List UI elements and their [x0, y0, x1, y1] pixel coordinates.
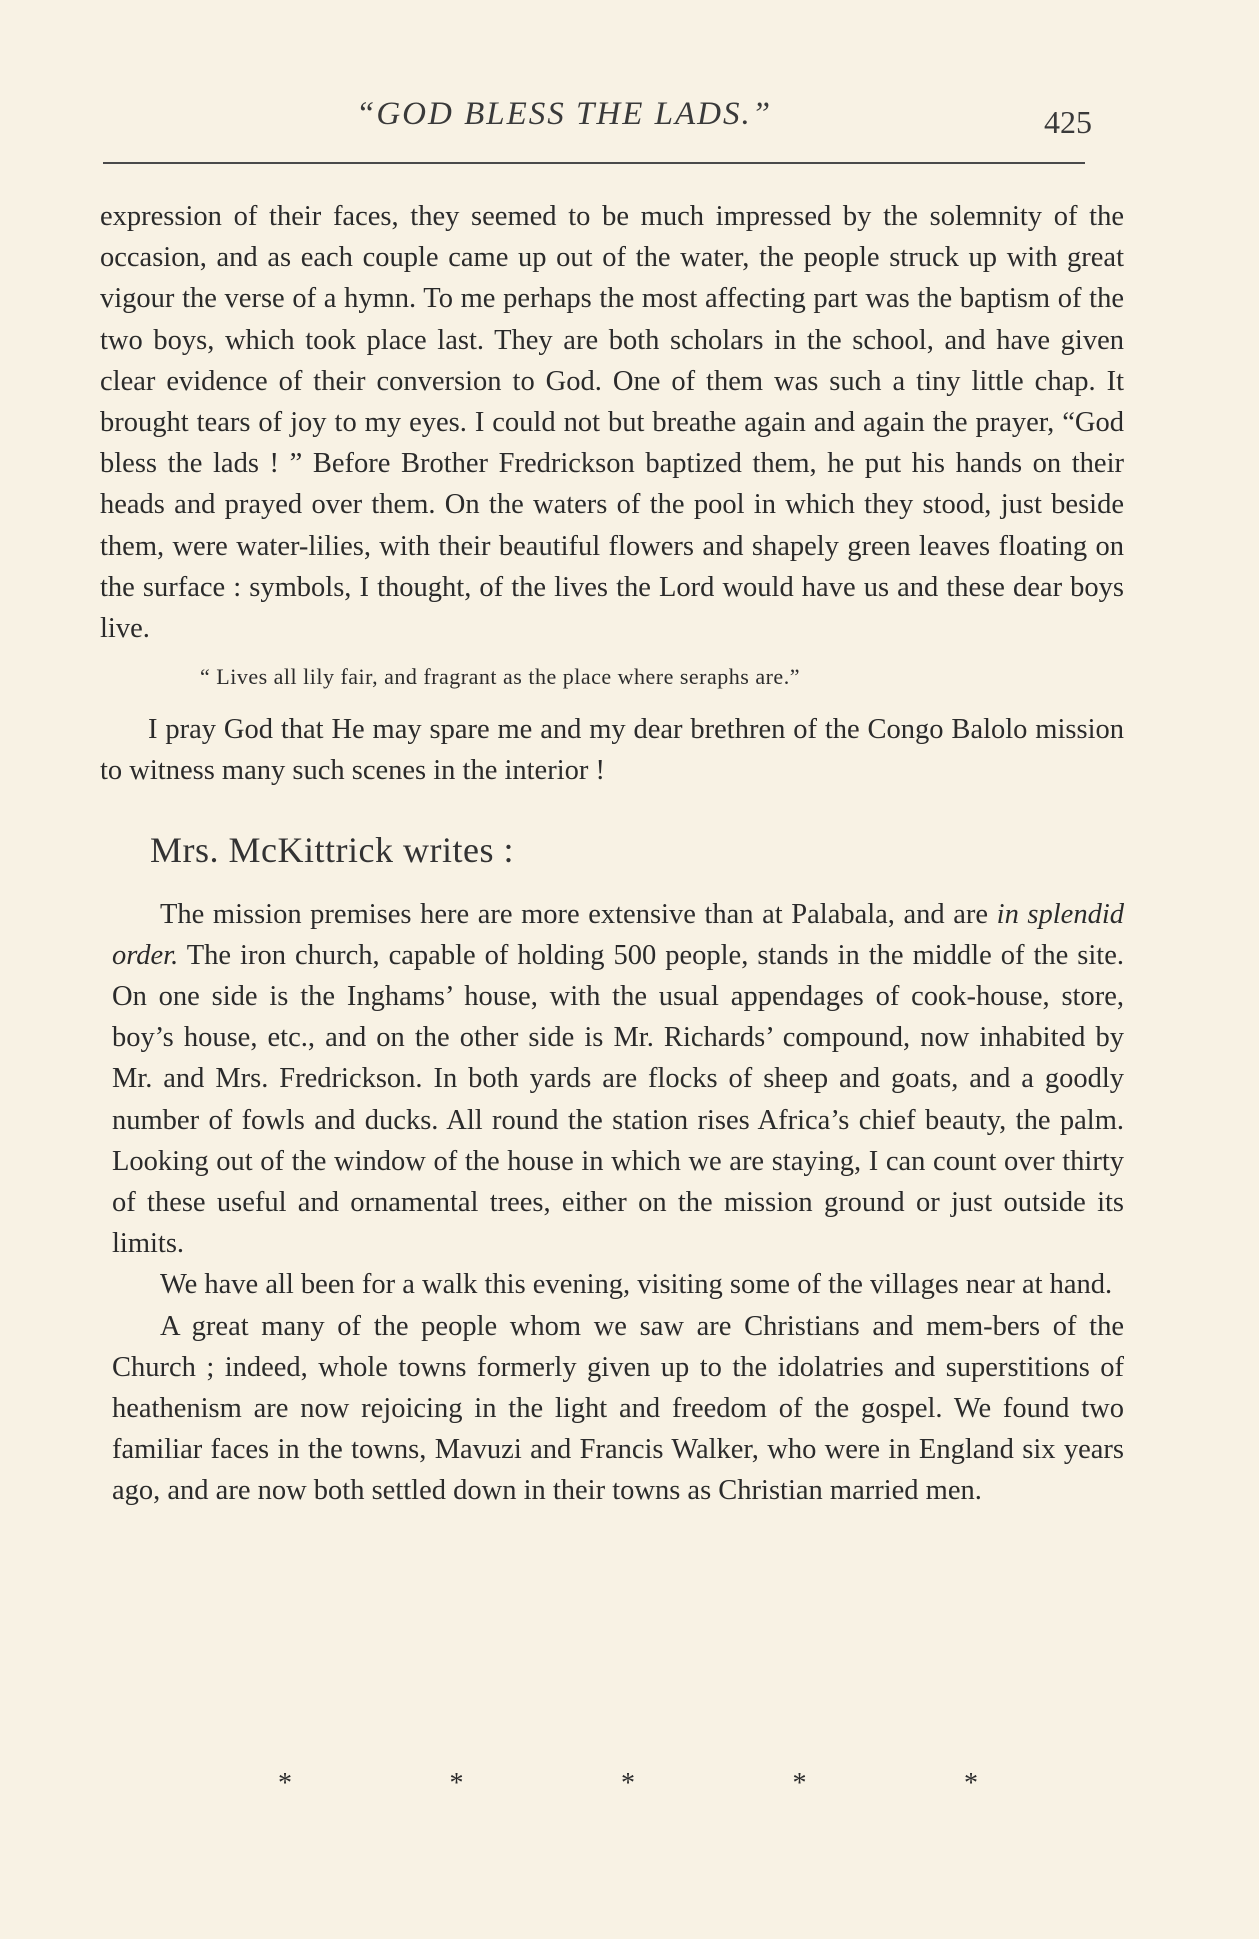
page-number: 425 — [1044, 104, 1092, 140]
body-paragraph: A great many of the people whom we saw are Christians and mem-bers of the Church ; indeed, whole towns formerly given up to the idolatries and superstitions of heathenism are now rejoicing in the light and freedom of the gospel. We found two familiar faces in the towns, Mavuzi and Francis Walker, who were in England six years ago, and are now both settled down in their towns as Christian married men. — [112, 1310, 1124, 1507]
asterisk: * — [964, 1768, 978, 1799]
emphasis-text: in splendid order. — [112, 898, 1124, 971]
paragraph-text: The mission premises here are more extensive than at Palabala, and are — [160, 898, 997, 930]
page-body — [100, 196, 1124, 1512]
body-paragraph: We have all been for a walk this evening, visiting some of the villages near at hand. — [160, 1269, 1113, 1301]
header-rule — [103, 162, 1085, 164]
verse-quote: “ Lives all lily fair, and fragrant as the place where seraphs are.” — [200, 664, 800, 690]
section-break — [278, 1768, 978, 1800]
asterisk: * — [449, 1768, 464, 1799]
asterisk: * — [792, 1768, 807, 1799]
running-title: “GOD BLESS THE LADS.” — [356, 96, 773, 132]
paragraph-text: The iron church, capable of holding 500 people, stands in the middle of the site. On one side is the Inghams’ house, with the usual appendages of cook-house, store, boy’s house, etc., and on the other side is Mr. Richards’ compound, now inhabited by Mr. and Mrs. Fredrickson. In both yards are flocks of sheep and goats, and a goodly number of fowls and ducks. All round the station rises Africa’s chief beauty, the palm. Looking out of the window of the house in which we are staying, I can count over thirty of these useful and ornamental trees, either on the mission ground or just outside its limits. — [112, 939, 1124, 1260]
body-paragraph — [112, 894, 1124, 1265]
asterisk: * — [621, 1768, 635, 1799]
asterisk: * — [278, 1768, 292, 1799]
body-paragraph: expression of their faces, they seemed to be much impressed by the solemnity of the occasion, and as each couple came up out of the water, the people struck up with great vigour the verse of a hymn. To me perhaps the most affecting part was the baptism of the two boys, which took place last. They are both scholars in the school, and have given clear evidence of their conversion to God. One of them was such a tiny little chap. It brought tears of joy to my eyes. I could not but breathe again and again the prayer, “God bless the lads ! ” Before Brother Fredrickson baptized them, he put his hands on their heads and prayed over them. On the waters of the pool in which they stood, just beside them, were water-lilies, with their beautiful flowers and shapely green leaves floating on the surface : symbols, I thought, of the lives the Lord would have us and these dear boys live. — [100, 201, 1124, 645]
body-paragraph: I pray God that He may spare me and my dear brethren of the Congo Balolo mission to witness many such scenes in the interior ! — [100, 714, 1124, 787]
section-heading: Mrs. McKittrick writes : — [150, 829, 514, 870]
